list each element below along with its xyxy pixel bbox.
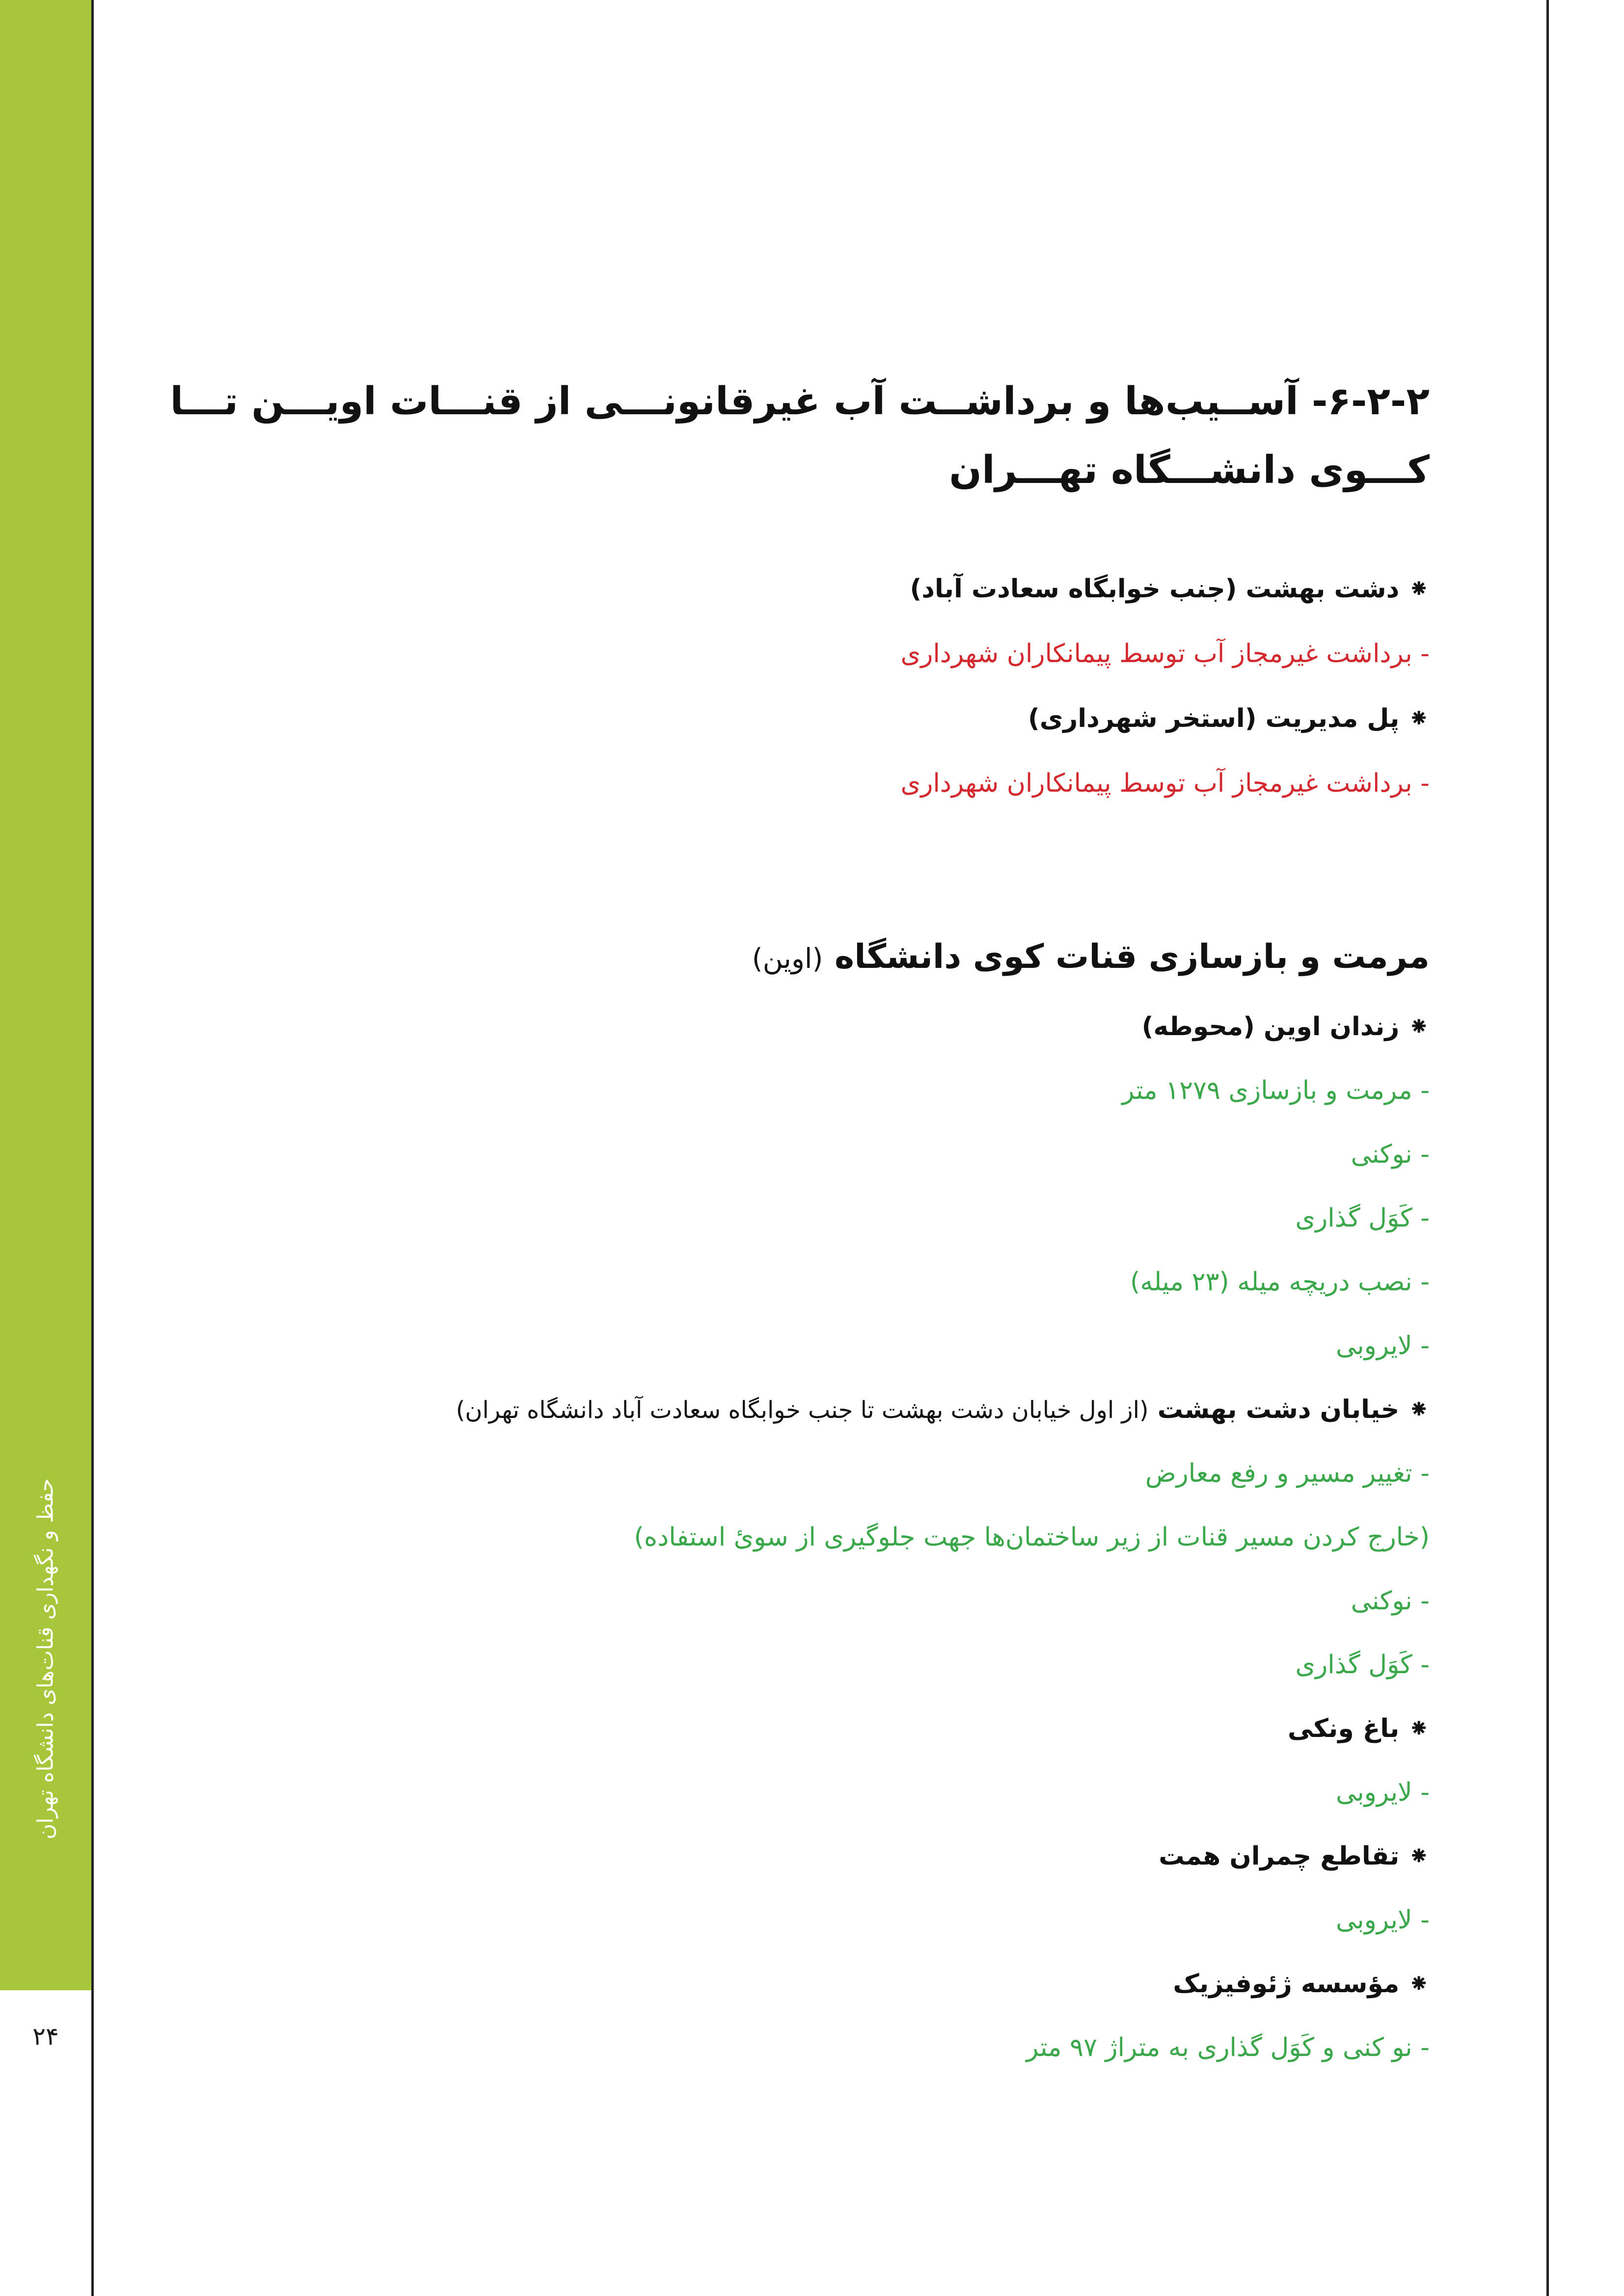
right-rule (1546, 0, 1549, 2296)
restoration-heading-paren: (اوین) (752, 943, 823, 975)
page-number: ۲۴ (32, 2022, 59, 2051)
site-geophysics-institute: ⁕ مؤسسه ژئوفیزیک (1173, 1969, 1430, 1999)
site-evin-prison: ⁕ زندان اوین (محوطه) (1141, 1012, 1430, 1041)
action-note: (خارج کردن مسیر قنات از زیر ساختمان‌ها جهت جلوگیری از سوئ استفاده) (634, 1522, 1430, 1552)
site-bagh-vanaki: ⁕ باغ ونکی (1287, 1714, 1430, 1743)
action-item: - لایروبی (1335, 1331, 1430, 1361)
issue-item: - برداشت غیرمجاز آب توسط پیمانکاران شهرداری (900, 769, 1430, 798)
left-rule (91, 0, 94, 2296)
action-item: - لایروبی (1335, 1905, 1430, 1935)
restoration-heading-title: مرمت و بازسازی قنات کوی دانشگاه (834, 937, 1430, 976)
site-pol-modiriat: ⁕ پل مدیریت (استخر شهرداری) (1028, 704, 1430, 733)
site-dasht-behesht: ⁕ دشت بهشت (جنب خوابگاه سعادت آباد) (910, 574, 1430, 604)
site-note: (از اول خیابان دشت بهشت تا جنب خوابگاه سعادت آباد دانشگاه تهران) (456, 1396, 1149, 1424)
sidebar-band (0, 0, 91, 1990)
action-item: - لایروبی (1335, 1778, 1430, 1807)
restoration-heading (147, 933, 1430, 984)
action-item: - نوکنی (1351, 1586, 1430, 1616)
action-item: - نو کنی و کَوَل گذاری به متراژ ۹۷ متر (1026, 2033, 1430, 2062)
action-item: - نصب دریچه میله (۲۳ میله) (1130, 1267, 1430, 1297)
site-name: ⁕ خیابان دشت بهشت (1157, 1395, 1430, 1424)
action-item: - نوکنی (1351, 1140, 1430, 1169)
section-heading: ۶-۲-۲- آســیب‌ها و برداشــت آب غیرقانونـــی از قنـــات اویـــن تـــا کـــوی دانشـــگاه تهـــران (170, 379, 1430, 492)
site-dasht-behesht-street (147, 1390, 1430, 1430)
site-chamran-hemmat: ⁕ تقاطع چمران همت (1159, 1842, 1430, 1871)
action-item: - کَوَل گذاری (1295, 1650, 1430, 1680)
page-content (147, 0, 1430, 2296)
issue-item: - برداشت غیرمجاز آب توسط پیمانکاران شهرداری (900, 639, 1430, 668)
action-item: - کَوَل گذاری (1295, 1203, 1430, 1233)
action-item: - مرمت و بازسازی ۱۲۷۹ متر (1122, 1076, 1430, 1105)
sidebar-title: حفظ و نگهداری قنات‌های دانشگاه تهران (33, 1478, 58, 1840)
action-item: - تغییر مسیر و رفع معارض (1145, 1459, 1430, 1488)
